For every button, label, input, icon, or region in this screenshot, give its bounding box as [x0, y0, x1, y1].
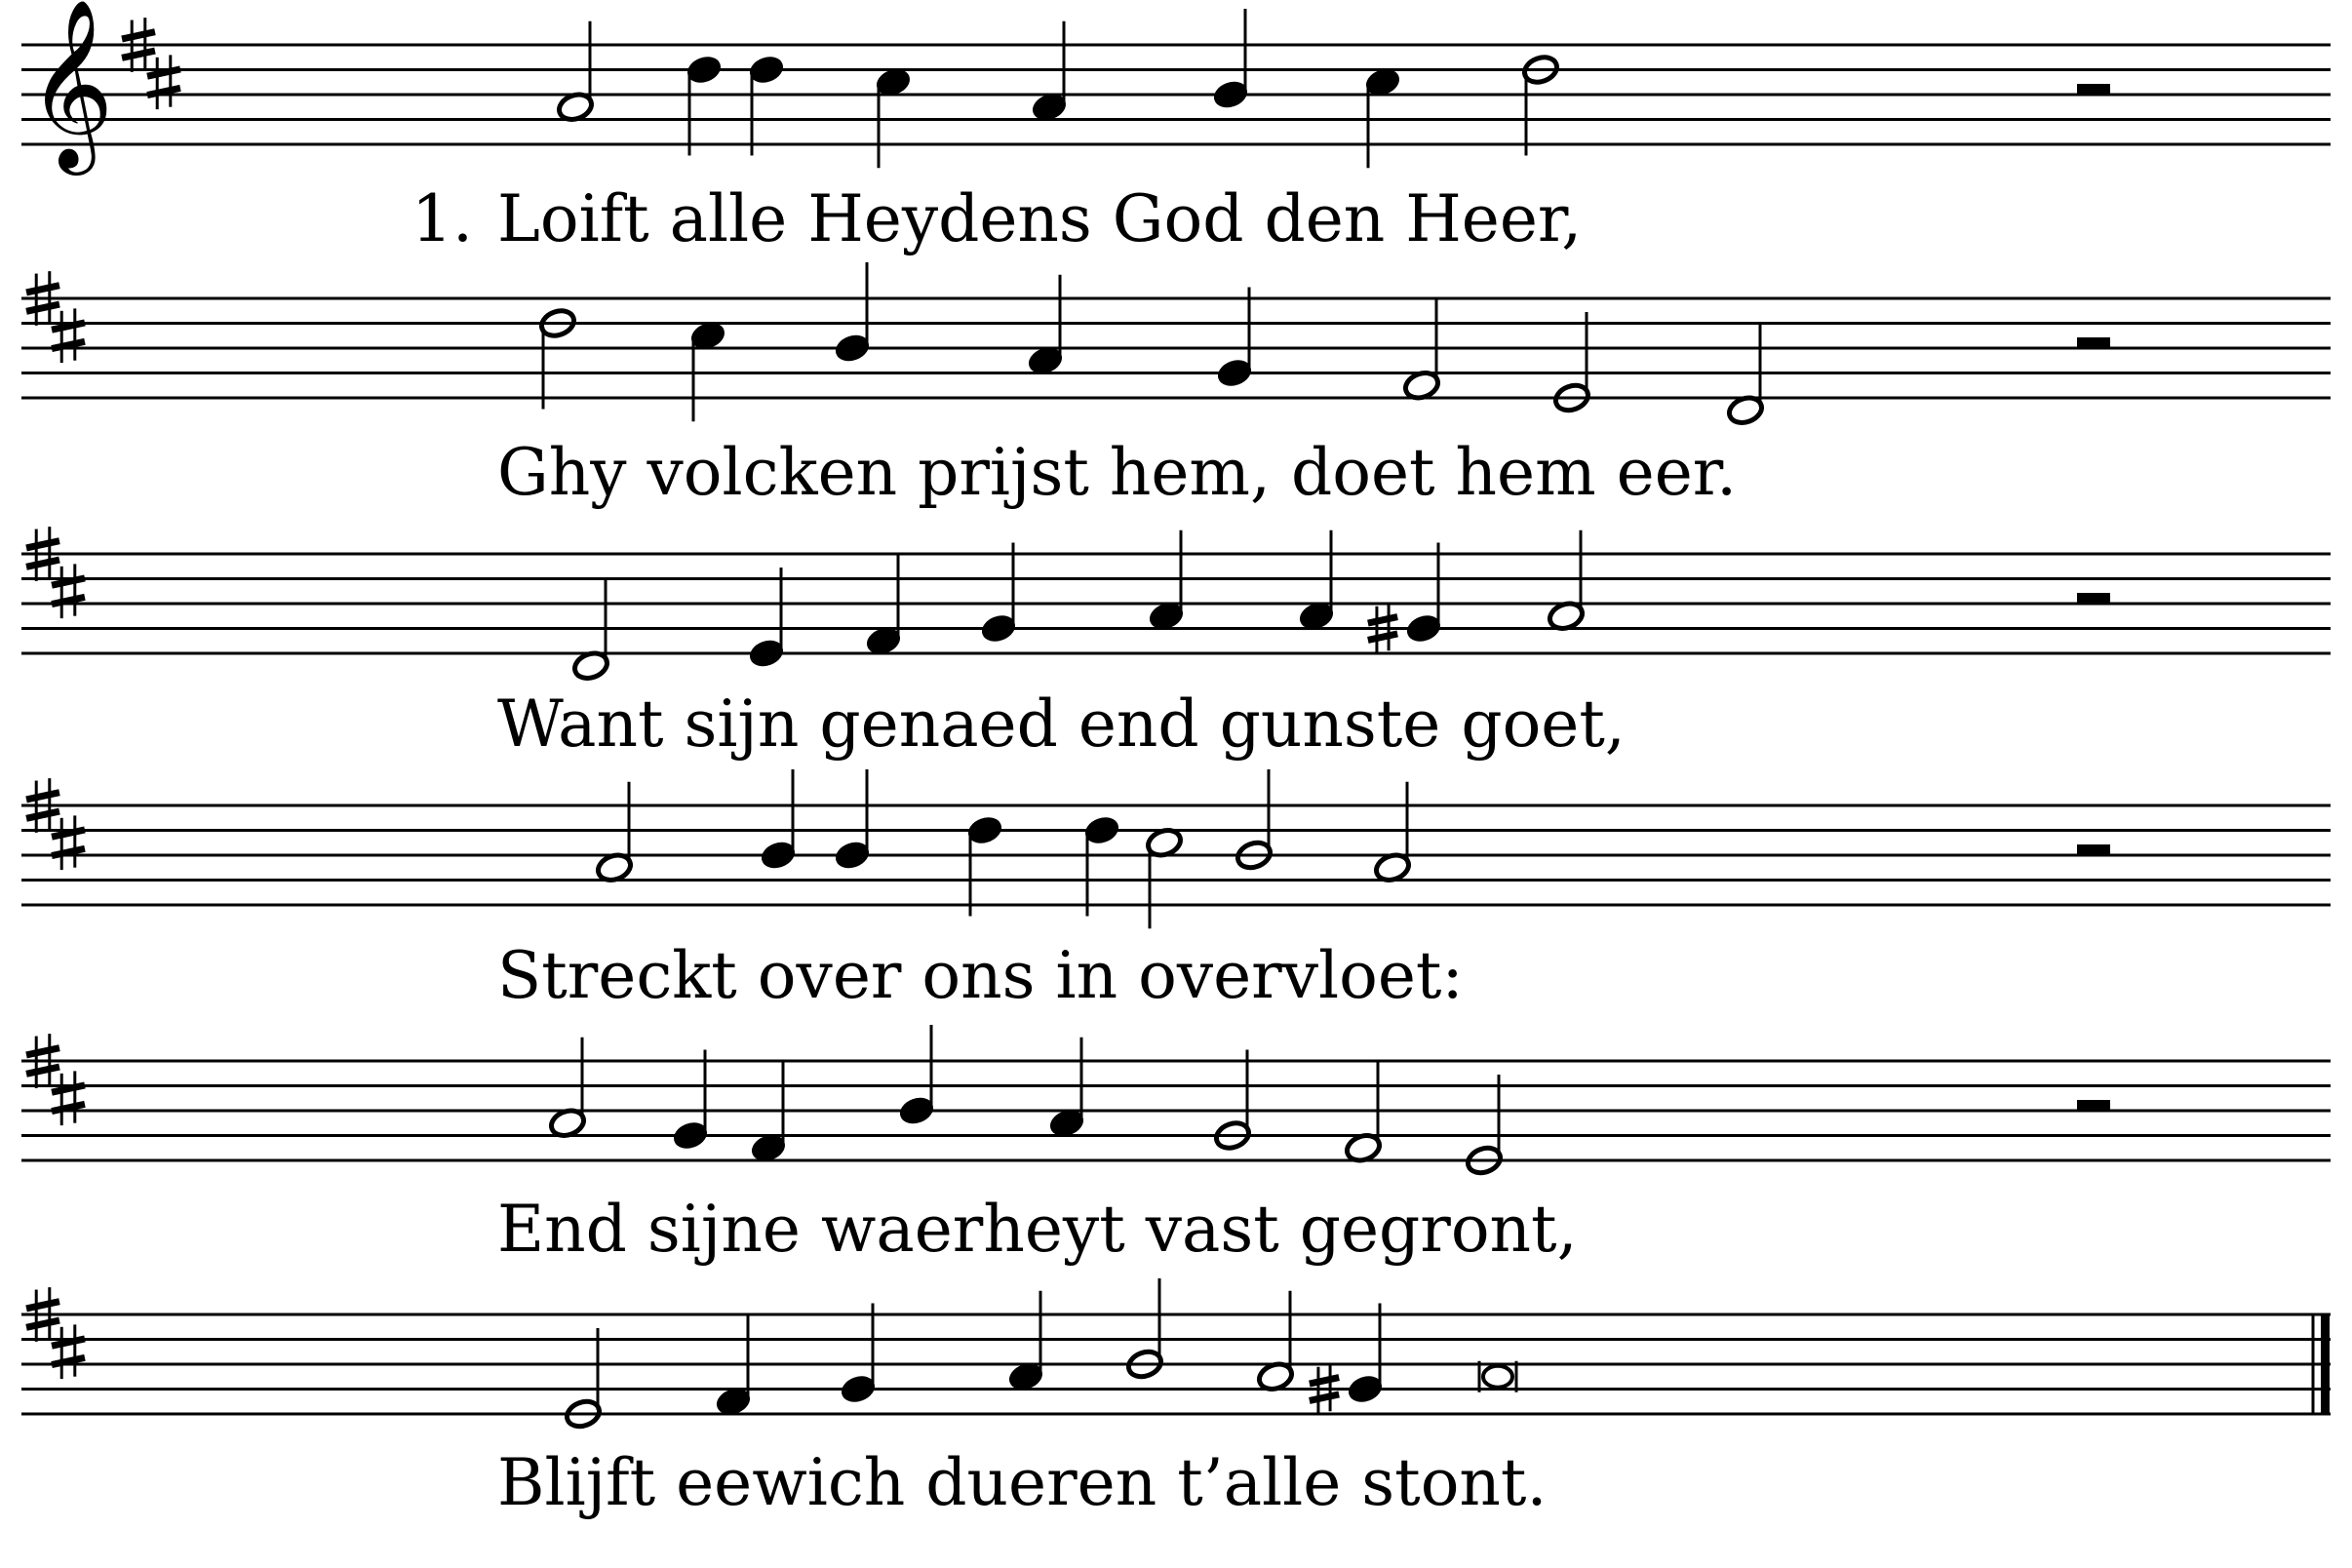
note — [714, 1315, 753, 1418]
staff-system — [21, 0, 2331, 176]
lyric-text: Loift alle Heydens God den Heer, — [497, 181, 1583, 256]
note — [1047, 1038, 1086, 1140]
note — [1402, 299, 1441, 402]
lyric-text: Blijft eewich dueren t’alle stont. — [497, 1445, 1548, 1520]
note — [548, 1038, 587, 1140]
note — [1006, 1291, 1045, 1393]
note — [1082, 813, 1121, 916]
note — [1145, 826, 1184, 928]
note — [1030, 21, 1069, 124]
note — [1344, 1062, 1383, 1164]
note — [833, 262, 872, 365]
staff-system — [21, 1278, 2331, 1431]
final-barline — [2321, 1314, 2330, 1414]
half-rest-icon — [2077, 1100, 2110, 1111]
verse-number: 1. — [412, 181, 473, 256]
note — [864, 555, 903, 657]
note — [897, 1025, 936, 1127]
half-rest-icon — [2077, 84, 2110, 95]
note — [1297, 530, 1336, 633]
note — [747, 568, 786, 670]
treble-clef-icon: 𝄞 — [27, 0, 114, 169]
note — [1147, 530, 1186, 633]
note — [671, 1050, 710, 1153]
note — [571, 580, 610, 683]
key-sharp-c-icon — [147, 55, 180, 109]
note — [759, 769, 798, 872]
note — [749, 1062, 788, 1164]
staff-system — [21, 769, 2331, 928]
note — [1726, 325, 1765, 427]
lyric-text: End sijne waerheyt vast gegront, — [497, 1192, 1578, 1267]
key-sharp-c-icon — [52, 815, 85, 870]
half-rest-icon — [2077, 844, 2110, 855]
note — [833, 769, 872, 872]
staff-system — [21, 1025, 2331, 1177]
lyric-text: Want sijn genaed end gunste goet, — [497, 686, 1626, 762]
note — [1256, 1291, 1295, 1393]
note — [747, 53, 786, 155]
note — [1547, 530, 1586, 633]
note — [965, 813, 1004, 916]
key-sharp-c-icon — [52, 308, 85, 363]
lyric-text: Ghy volcken prijst hem, doet hem eer. — [497, 435, 1738, 510]
note — [595, 782, 634, 884]
half-rest-icon — [2077, 337, 2110, 348]
staff-system — [21, 527, 2331, 683]
note — [1215, 288, 1254, 390]
note — [556, 21, 595, 124]
key-sharp-c-icon — [52, 1324, 85, 1379]
key-sharp-c-icon — [52, 564, 85, 618]
note — [874, 65, 913, 168]
lyric-text: Streckt over ons in overvloet: — [497, 938, 1464, 1013]
key-sharp-c-icon — [52, 1071, 85, 1125]
note — [1368, 543, 1443, 653]
note — [1373, 782, 1412, 884]
note — [1479, 1361, 1516, 1392]
note — [688, 319, 727, 421]
note — [839, 1304, 878, 1406]
note — [1211, 9, 1250, 111]
note — [1026, 275, 1065, 377]
note — [1310, 1304, 1385, 1414]
note — [979, 543, 1018, 646]
note — [1363, 65, 1402, 168]
half-rest-icon — [2077, 593, 2110, 604]
note — [685, 53, 724, 155]
staff-system — [21, 262, 2331, 427]
